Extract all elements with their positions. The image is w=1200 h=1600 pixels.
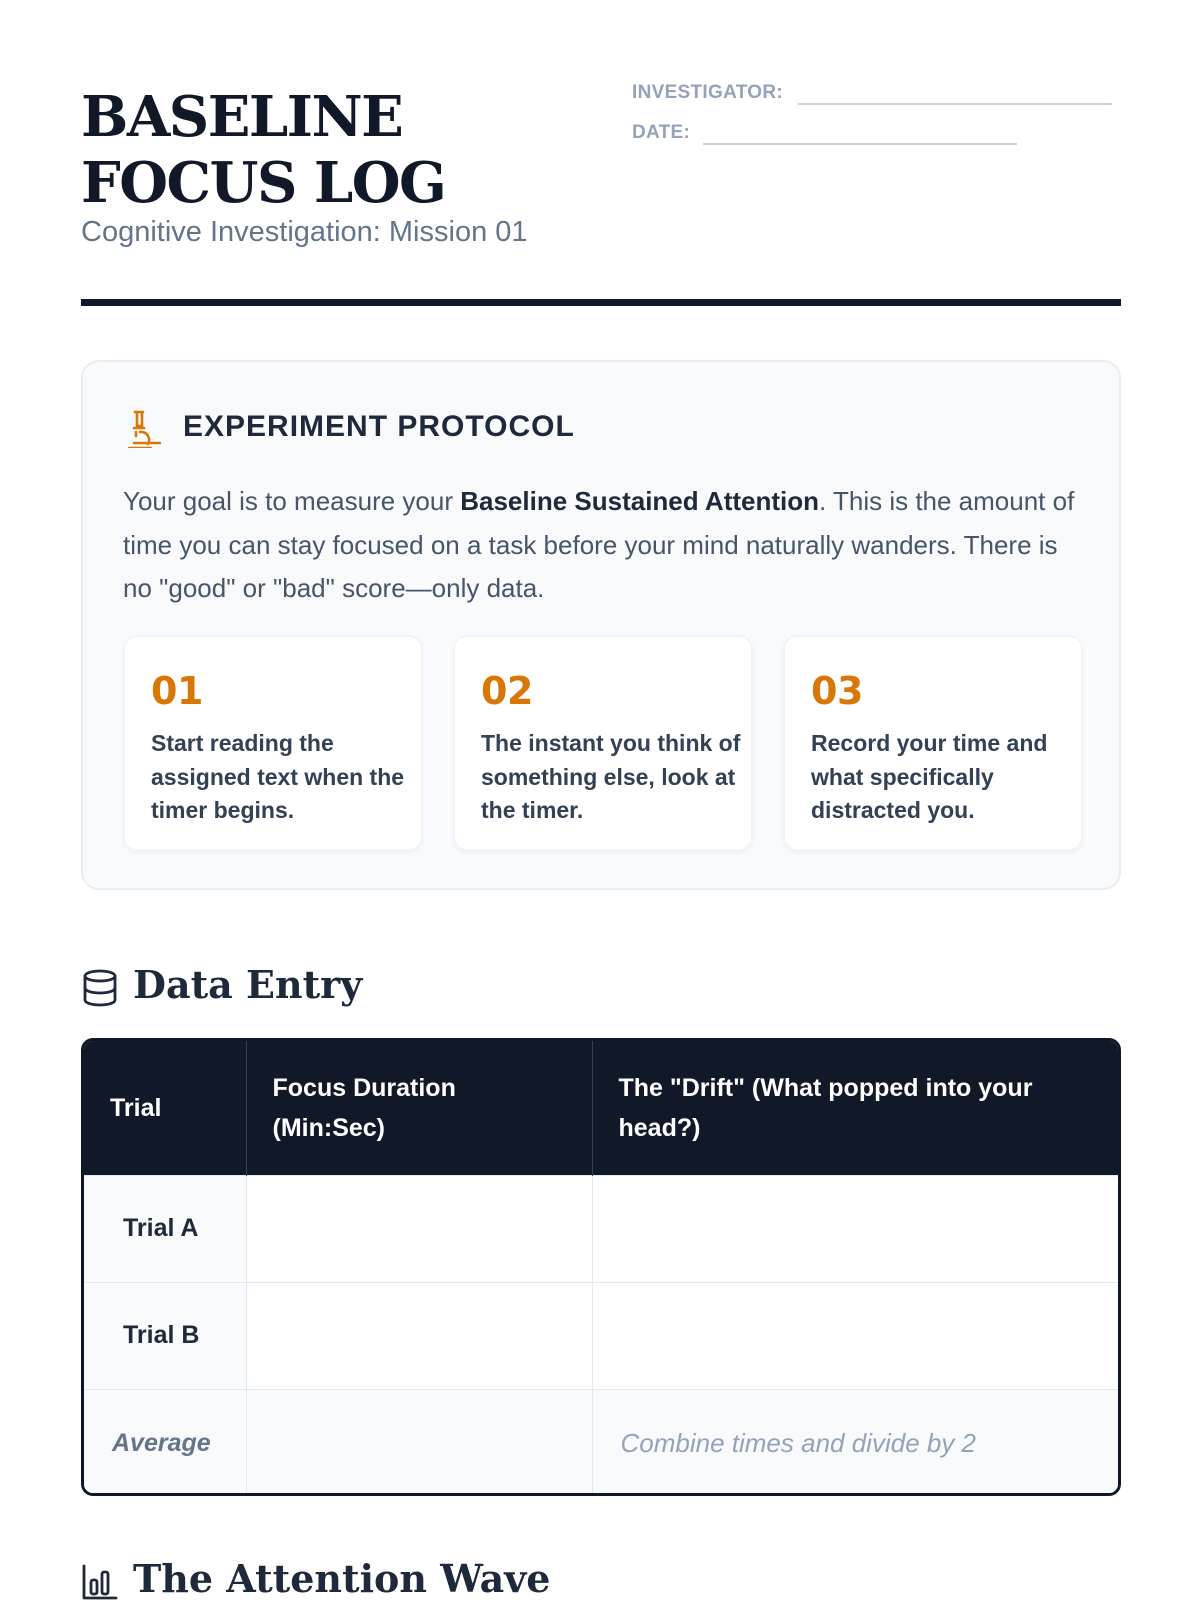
protocol-steps (123, 635, 1083, 851)
date-label: DATE: (632, 122, 691, 143)
step-text: Start reading the assigned text when the timer begins. (151, 730, 405, 823)
step-text: Record your time and what specifically distracted you. (811, 730, 1048, 823)
table-row (84, 1282, 1118, 1389)
protocol-description (123, 480, 1083, 611)
data-entry-table (81, 1038, 1121, 1496)
date-line[interactable] (703, 143, 1017, 145)
protocol-text-emphasis: Baseline Sustained Attention (460, 486, 819, 516)
page-subtitle: Cognitive Investigation: Mission 01 (81, 216, 528, 248)
investigator-line[interactable] (798, 103, 1112, 105)
step-card-3 (783, 635, 1083, 851)
bar-chart-icon (81, 1562, 119, 1600)
step-text: The instant you think of something else, look at the timer. (481, 730, 741, 823)
investigator-label: INVESTIGATOR: (632, 82, 783, 103)
table-row (84, 1175, 1118, 1282)
column-header-drift: The "Drift" (What popped into your head?) (592, 1041, 1118, 1175)
table-header-row (84, 1041, 1118, 1175)
header-divider (81, 299, 1121, 306)
average-hint: Combine times and divide by 2 (592, 1389, 1118, 1496)
database-icon (81, 968, 119, 1008)
worksheet-page (81, 0, 1121, 1600)
protocol-card (81, 360, 1121, 890)
step-number: 03 (811, 669, 863, 713)
column-header-duration: Focus Duration (Min:Sec) (246, 1041, 592, 1175)
trial-label: Trial A (84, 1175, 246, 1282)
microscope-icon (123, 408, 161, 448)
protocol-text-rest: . This is the amount of time you can stay focused on a task before your mind naturally wanders. There is no "good" or "bad" score—only data. (123, 486, 1075, 603)
step-number: 02 (481, 669, 533, 713)
protocol-text-lead: Your goal is to measure your (123, 486, 461, 516)
average-duration-cell[interactable] (246, 1389, 592, 1496)
trial-label: Trial B (84, 1282, 246, 1389)
average-label: Average (84, 1389, 246, 1496)
step-card-2 (453, 635, 753, 851)
drift-cell[interactable] (592, 1282, 1118, 1389)
worksheet-header (81, 0, 1121, 306)
page-title: BASELINE FOCUS LOG (81, 84, 446, 216)
drift-cell[interactable] (592, 1175, 1118, 1282)
attention-wave-title: The Attention Wave (133, 1556, 551, 1600)
step-number: 01 (151, 669, 203, 713)
duration-cell[interactable] (246, 1282, 592, 1389)
duration-cell[interactable] (246, 1175, 592, 1282)
protocol-title: EXPERIMENT PROTOCOL (183, 410, 575, 443)
column-header-trial: Trial (84, 1041, 246, 1175)
average-row (84, 1389, 1118, 1496)
data-entry-title: Data Entry (133, 962, 363, 1007)
step-card-1 (123, 635, 423, 851)
